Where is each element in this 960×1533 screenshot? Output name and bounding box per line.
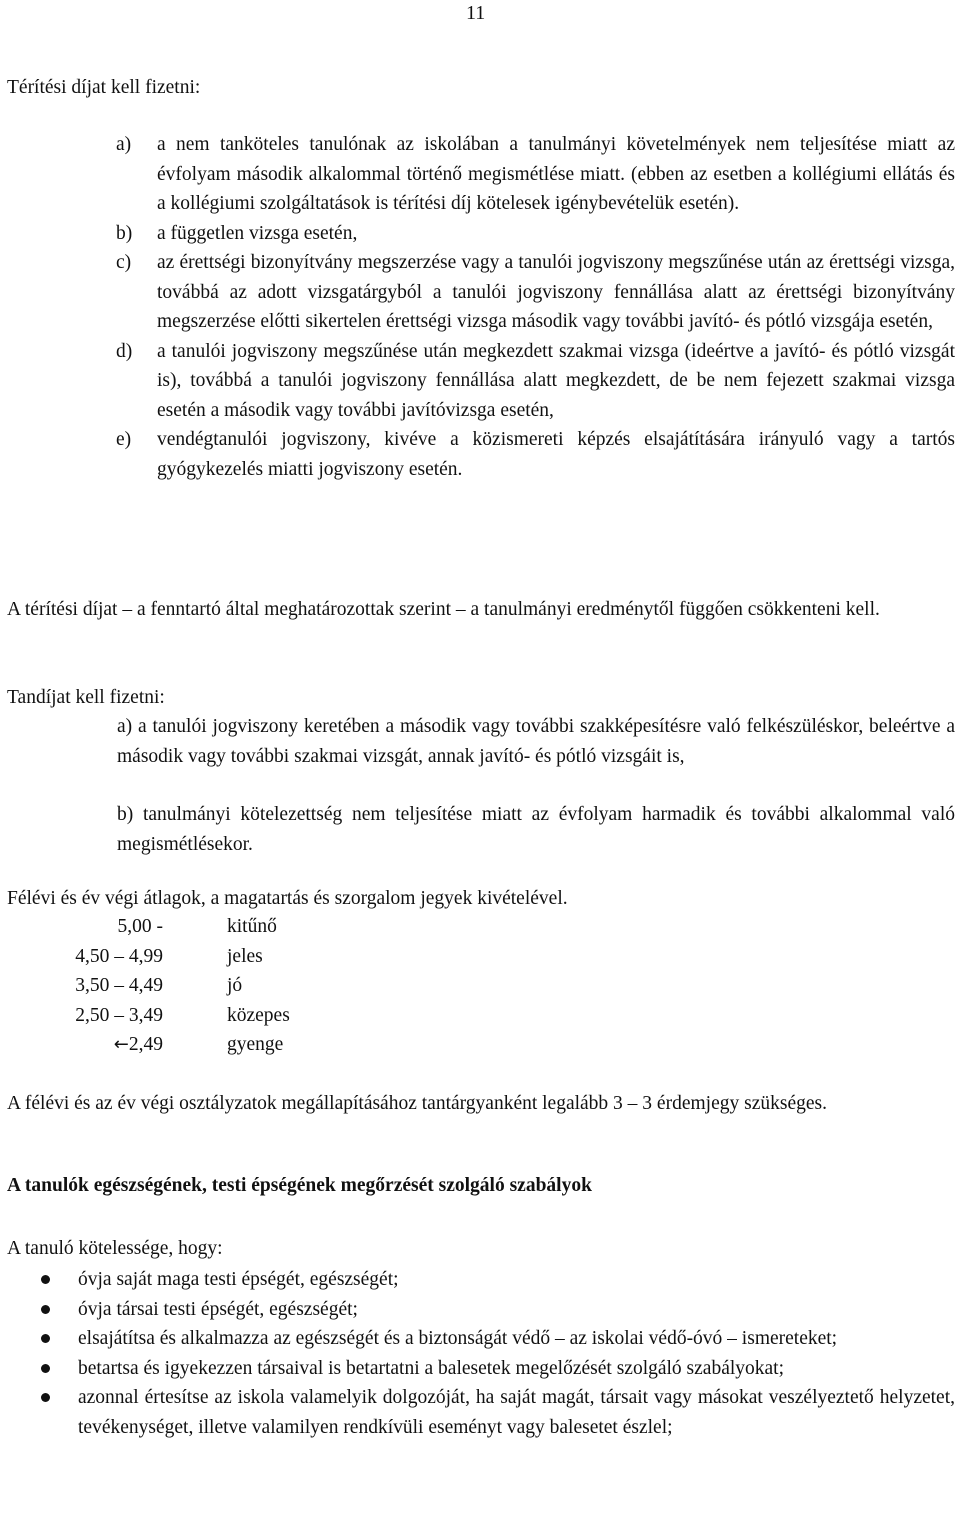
bullet-icon: [7, 1295, 78, 1325]
tuition-heading: Tandíjat kell fizetni:: [7, 687, 165, 708]
list-item: [7, 1265, 955, 1295]
grade-name: közepes: [227, 1004, 290, 1026]
list-item: [7, 1324, 955, 1354]
list-marker: c): [116, 252, 132, 273]
bullet-icon: [7, 1265, 78, 1295]
list-item: [116, 337, 955, 426]
list-marker: a): [116, 134, 132, 155]
list-item: [7, 1354, 955, 1384]
list-item-text: azonnal értesítse az iskola valamelyik dolgozóját, ha saját magát, társait vagy másokat veszélyeztető helyzetet, tevékenységet, illetve valamilyen rendkívüli eseményt vagy balesetet észlel;: [78, 1387, 955, 1438]
bullet-icon: [7, 1354, 78, 1384]
grade-row: [48, 1030, 290, 1060]
grade-name: jó: [227, 975, 243, 996]
health-bullet-list: [7, 1265, 955, 1442]
page-number: 11: [466, 2, 486, 24]
grade-range-cell: [48, 1030, 163, 1060]
grade-row: [48, 942, 290, 972]
list-item-text: óvja saját maga testi épségét, egészségét;: [78, 1269, 399, 1290]
list-item-text: a tanulói jogviszony megszűnése után megkezdett szakmai vizsga (ideértve a javító- és pótló vizsgát is), továbbá a tanulói jogviszony fennállása alatt megkezdett, de be nem fejezett szakmai vizsga esetén a második vagy további javítóvizsga esetén,: [157, 340, 955, 421]
list-item-text: betartsa és igyekezzen társaival is betartatni a balesetek megelőzését szolgáló szabályokat;: [78, 1357, 785, 1379]
list-item-text: vendégtanulói jogviszony, kivéve a közismereti képzés elsajátítására irányuló vagy a tartós gyógykezelés miatti jogviszony esetén.: [157, 429, 955, 480]
list-item-text: elsajátítsa és alkalmazza az egészségét és a biztonságát védő – az iskolai védő-óvó – ismereteket;: [78, 1328, 838, 1349]
list-item-text: a független vizsga esetén,: [157, 222, 358, 244]
grade-range: 3,50 – 4,49: [75, 975, 163, 996]
fee-reduction-note: A térítési díjat – a fenntartó által meghatározottak szerint – a tanulmányi eredménytől függően csökkenteni kell.: [7, 599, 880, 620]
tuition-item-a: a) a tanulói jogviszony keretében a második vagy további szakképesítésre való felkészüléskor, beleértve a második vagy további szakmai vizsgát, annak javító- és pótló vizsgáit is,: [117, 716, 955, 767]
list-item-text: a nem tanköteles tanulónak az iskolában a tanulmányi követelmények nem teljesítése miatt az évfolyam második alkalommal történő megismétlése miatt. (ebben az esetben a kollégiumi ellátás és a kollégiumi szolgáltatások is térítési díj kötelesek igénybevételük esetén).: [157, 134, 955, 214]
grade-range: 4,50 – 4,99: [75, 945, 163, 967]
grade-row: [48, 1001, 290, 1031]
list-item: [116, 219, 955, 249]
list-item: [7, 1383, 955, 1442]
tuition-item-b: b) tanulmányi kötelezettség nem teljesítése miatt az évfolyam harmadik és további alkalommal való megismétlésekor.: [117, 804, 955, 855]
left-arrow-icon: ←: [113, 1034, 129, 1055]
grade-row: [48, 912, 290, 942]
bullet-icon: [7, 1324, 78, 1354]
grade-name: jeles: [227, 945, 263, 967]
grade-row: [48, 971, 290, 1001]
grade-range: 2,49: [128, 1034, 163, 1055]
list-item-text: óvja társai testi épségét, egészségét;: [78, 1298, 358, 1320]
list-item: [116, 248, 955, 337]
grades-intro: Félévi és év végi átlagok, a magatartás és szorgalom jegyek kivételével.: [7, 888, 568, 909]
list-marker: d): [116, 340, 133, 362]
fee-heading: Térítési díjat kell fizetni:: [7, 77, 201, 98]
fee-list: [116, 130, 955, 484]
grade-range: 5,00 -: [117, 916, 163, 937]
list-item-text: az érettségi bizonyítvány megszerzése vagy a tanulói jogviszony megszűnése után az érettségi vizsga, továbbá az adott vizsgatárgyból a tanulói jogviszony fennállása alatt az érettségi bizonyítvány megszerzése előtti sikertelen érettségi vizsga második vagy további javító- és pótló vizsgája esetén,: [157, 252, 955, 332]
grade-name: gyenge: [227, 1034, 284, 1055]
health-intro: A tanuló kötelessége, hogy:: [7, 1238, 223, 1259]
grades-table: [48, 912, 290, 1060]
list-item: [116, 130, 955, 219]
health-section-title: A tanulók egészségének, testi épségének megőrzését szolgáló szabályok: [7, 1175, 592, 1196]
bullet-icon: [7, 1383, 78, 1442]
grade-range: 2,50 – 3,49: [75, 1004, 163, 1026]
grades-requirement: A félévi és az év végi osztályzatok megállapításához tantárgyanként legalább 3 – 3 érdemjegy szükséges.: [7, 1093, 827, 1114]
list-marker: b): [116, 222, 133, 244]
grade-name: kitűnő: [227, 916, 277, 937]
list-item: [7, 1295, 955, 1325]
list-marker: e): [116, 429, 132, 450]
list-item: [116, 425, 955, 484]
